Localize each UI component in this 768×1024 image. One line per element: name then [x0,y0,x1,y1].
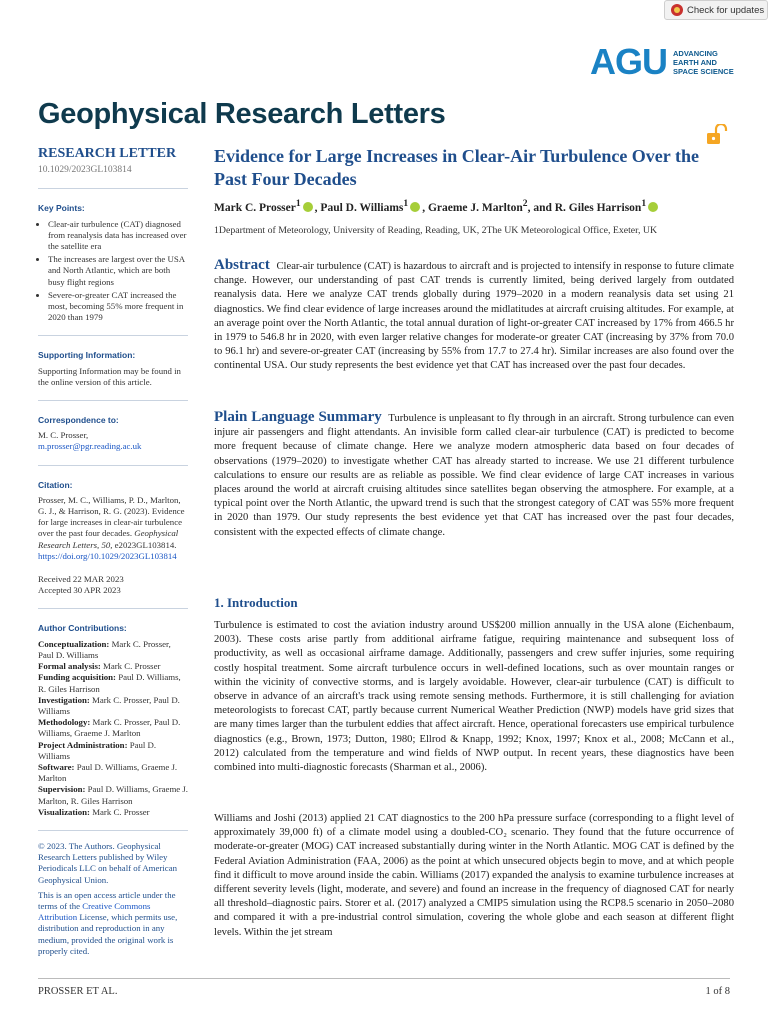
agu-tagline-line: SPACE SCIENCE [673,66,734,76]
license-text: License, which permits use, distribution and reproduction in any medium, provided the original work is properly cited. [38,912,178,956]
contribution-role: Software: [38,761,75,772]
updates-icon [671,4,683,16]
contribution-role: Visualization: [38,806,90,817]
agu-logo-mark: AGU [590,41,667,82]
agu-logo [590,42,734,82]
contribution-role: Formal analysis: [38,661,101,672]
divider [38,188,188,189]
license-text: This is an open access article under the terms of the [38,889,176,911]
correspondence-email-link[interactable]: m.prosser@pgr.reading.ac.uk [38,441,142,452]
contribution-role: Conceptualization: [38,638,110,649]
agu-tagline [673,49,734,76]
check-for-updates-button[interactable] [664,0,768,20]
key-points-list [38,219,188,324]
author-name: Mark C. Prosser [214,201,296,214]
divider [38,335,188,336]
article-title: Evidence for Large Increases in Clear-Air Turbulence Over the Past Four Decades [214,146,699,189]
contribution-item [38,639,188,661]
open-access-lock-icon [706,124,728,146]
section-heading-introduction: 1. Introduction [214,595,298,610]
author-name: Graeme J. Marlton [427,201,523,214]
orcid-icon[interactable] [303,202,313,212]
citation-heading: Citation: [38,479,73,490]
contribution-role: Supervision: [38,784,86,795]
page-number: 1 of 8 [705,986,730,997]
contribution-names: Mark C. Prosser [103,661,161,672]
supporting-info-heading: Supporting Information: [38,350,136,361]
orcid-icon[interactable] [648,202,658,212]
journal-title: Geophysical Research Letters [38,98,446,130]
contribution-role: Funding acquisition: [38,672,116,683]
contribution-item [38,672,188,694]
abstract-text: Clear-air turbulence (CAT) is hazardous to aircraft and is projected to intensify in response to future climate change. However, our understanding of past CAT trends is currently limited, being derived largely from outdated reanalysis data. Here we analyze CAT trends globally during 1979–2020 in a modern reanalysis data set using 21 diagnostics. We find clear evidence of large increases around the midlatitudes at aircraft cruising altitudes. For example, at an average point over the North Atlantic, the total annual duration of light-or-greater CAT increased by 17% from 466.5 hr in 1979 to 546.8 hr in 2020, with even larger relative changes for moderate-or greater CAT (increasing by 37% from 70.0 to 96.1 hr) and severe-or-greater CAT (increasing by 55% from 17.7 to 27.4 hr). Similar increases are also found over the continental USA. Our study represents the best evidence yet that CAT has increased over the past four decades. [214,261,734,372]
divider [38,400,188,401]
correspondence-heading: Correspondence to: [38,415,119,426]
contribution-role: Investigation: [38,694,90,705]
contribution-item [38,661,188,672]
left-sidebar [38,148,188,957]
footer-authors: PROSSER ET AL. [38,986,118,997]
contribution-names: Paul D. Williams, Graeme J. Marlton, R. Giles Harrison [38,784,189,806]
copyright-notice: © 2023. The Authors. Geophysical Research Letters published by Wiley Periodicals LLC on behalf of American Geophysical Union. [38,840,177,885]
license-notice [38,890,188,957]
pls-heading: Plain Language Summary [214,409,382,425]
author-affil-mark: 2 [522,198,528,209]
contribution-names: Paul D. Williams, R. Giles Harrison [38,672,181,694]
citation-doi-link[interactable]: https://doi.org/10.1029/2023GL103814 [38,550,177,561]
key-point: • Clear-air turbulence (CAT) diagnosed from reanalysis data has increased over the satellite era [48,219,188,253]
divider [38,608,188,609]
author-list: Mark C. Prosser$^1$ , Paul D. Williams$^1$ , Graeme J. Marlton$^2$, and R. Giles Harrison$^1$ [214,198,734,214]
article-type: RESEARCH LETTER [38,146,177,161]
contribution-role: Project Administration: [38,739,128,750]
orcid-icon[interactable] [410,202,420,212]
received-date: Received 22 MAR 2023 [38,574,124,585]
author-affil-mark: 1 [403,198,409,209]
contribution-names: Mark C. Prosser [92,806,150,817]
contribution-item [38,762,188,784]
agu-tagline-line: ADVANCING [673,48,718,58]
contribution-names: Mark C. Prosser, Paul D. Williams [38,694,180,716]
affiliations: 1Department of Meteorology, University of Reading, Reading, UK, 2The UK Meteorological Office, Exeter, UK [214,225,658,236]
plain-language-summary [214,410,734,540]
contribution-item [38,807,188,818]
divider [38,465,188,466]
abstract-section [214,258,734,374]
contribution-item [38,717,188,739]
intro-paragraph: Williams and Joshi (2013) applied 21 CAT diagnostics to the 200 hPa pressure surface (corresponding to a flight level of approximately 39,000 ft) of a climate model using a doubled-CO₂ scenario. They found that the future occurrence of moderate-or-greater (MOG) CAT increased substantially during winter in the North Atlantic. MOG CAT is defined by the Federal Aviation Administration (FAA, 2006) as the point at which unsecured objects begin to move, and at which people find it difficult to move around inside the cabin. Williams (2017) expanded the analysis to examine turbulence increases at different severity levels (light, moderate, and severe) and found an increase in the frequency of diagnosed CAT for nearly all threshold–diagnostic pairs. Storer et al. (2017) analyzed a CMIP5 simulation using the RCP8.5 scenario in 2050–2080 and compared it with a pre-industrial control simulation, covering the whole globe and each season at different flight levels. Within the jet stream [214,813,734,938]
contribution-names: Paul D. Williams, Graeme J. Marlton [38,761,178,784]
contribution-role: Methodology: [38,717,91,728]
accepted-date: Accepted 30 APR 2023 [38,585,121,596]
supporting-info-text: Supporting Information may be found in the online version of this article. [38,365,181,387]
key-points-heading: Key Points: [38,203,85,214]
correspondence-name: M. C. Prosser, [38,430,89,441]
contribution-item [38,695,188,717]
agu-tagline-line: EARTH AND [673,57,717,67]
citation-body: Prosser, M. C., Williams, P. D., Marlton, G. J., & Harrison, R. G. (2023). Evidence for large increases in clear-air turbulence over the past four decades. [38,494,185,539]
contribution-names: Mark C. Prosser, Paul D. Williams [38,638,171,660]
pls-text: Turbulence is unpleasant to fly through in an aircraft. Strong turbulence can even injure air passengers and flight attendants. An invisible form called clear-air turbulence (CAT) is predicted to become more frequent because of climate change. Here we analyze modern atmospheric data based on four decades of observations (1979–2020) to investigate whether CAT has already started to increase. We use 21 different turbulence calculations to ensure our results are as reliable as possible. We find clear evidence of large CAT increases in various places around the world at aircraft cruising altitudes since satellites began observing the atmosphere. For example, at a typical point over the North Atlantic, the upward trend is such that the strongest category of CAT was 55% more frequent in 2020 than 1979. Our study represents the best evidence yet that CAT has increased over the past four decades, consistent with the expected effects of climate change. [214,413,734,538]
key-point: • Severe-or-greater CAT increased the most, becoming 55% more frequent in 2020 than 1979 [48,290,188,324]
doi: 10.1029/2023GL103814 [38,165,132,176]
creative-commons-link[interactable]: Creative Commons Attribution [38,900,151,923]
contribution-names: Mark C. Prosser, Paul D. Williams, Graeme J. Marlton [38,717,181,739]
key-point: • The increases are largest over the USA and North Atlantic, which are both busy flight regions [48,254,188,288]
abstract-heading: Abstract [214,257,270,273]
author-contributions-heading: Author Contributions: [38,623,127,634]
author-name: Paul D. Williams [320,201,404,214]
citation-text [38,495,188,562]
citation-journal: Geophysical Research Letters, 50, [38,528,179,550]
author-affil-mark: 1 [641,198,647,209]
contribution-names: Paul D. Williams [38,739,157,761]
author-affil-mark: 1 [295,198,301,209]
footer-divider [38,978,730,979]
citation-id: e2023GL103814. [114,539,177,550]
divider [38,830,188,831]
contribution-item [38,784,188,806]
contribution-item [38,740,188,762]
check-for-updates-label: Check for updates [687,4,765,16]
intro-paragraph: Turbulence is estimated to cost the aviation industry around US$200 million annually in the USA alone (Eichenbaum, 2003). These costs arise partly from additional airframe fatigue, requiring maintenance and subsequent loss of productivity, as well as occasional airframe damage. Additionally, passengers and crew suffer injuries, some requiring costly hospital treatment. Some aircraft turbulence occurs in well-defined locations, such as over mountain ranges or within the vicinity of convective storms, and is largely avoidable. However, clear-air turbulence (CAT) is difficult to observe in advance of an aircraft's track using remote sensing methods. Furthermore, it is still challenging for aviation meteorologists to forecast CAT, partly because current Numerical Weather Prediction (NWP) models have grid sizes that are many times larger than the turbulent eddies that affect aircraft. Hence, operational forecasters use empirical turbulence diagnostics (e.g., Brown, 1973; Dutton, 1980; Ellrod & Knapp, 1992; Knox, 1997; Knox et al., 2008; McCann et al., 2012) calculated from the temperature and wind fields of NWP output. In recent years, these diagnostics have been combined into multi-diagnostic forecasts (Sharman et al., 2006). [214,620,734,774]
author-name: R. Giles Harrison [554,201,642,214]
